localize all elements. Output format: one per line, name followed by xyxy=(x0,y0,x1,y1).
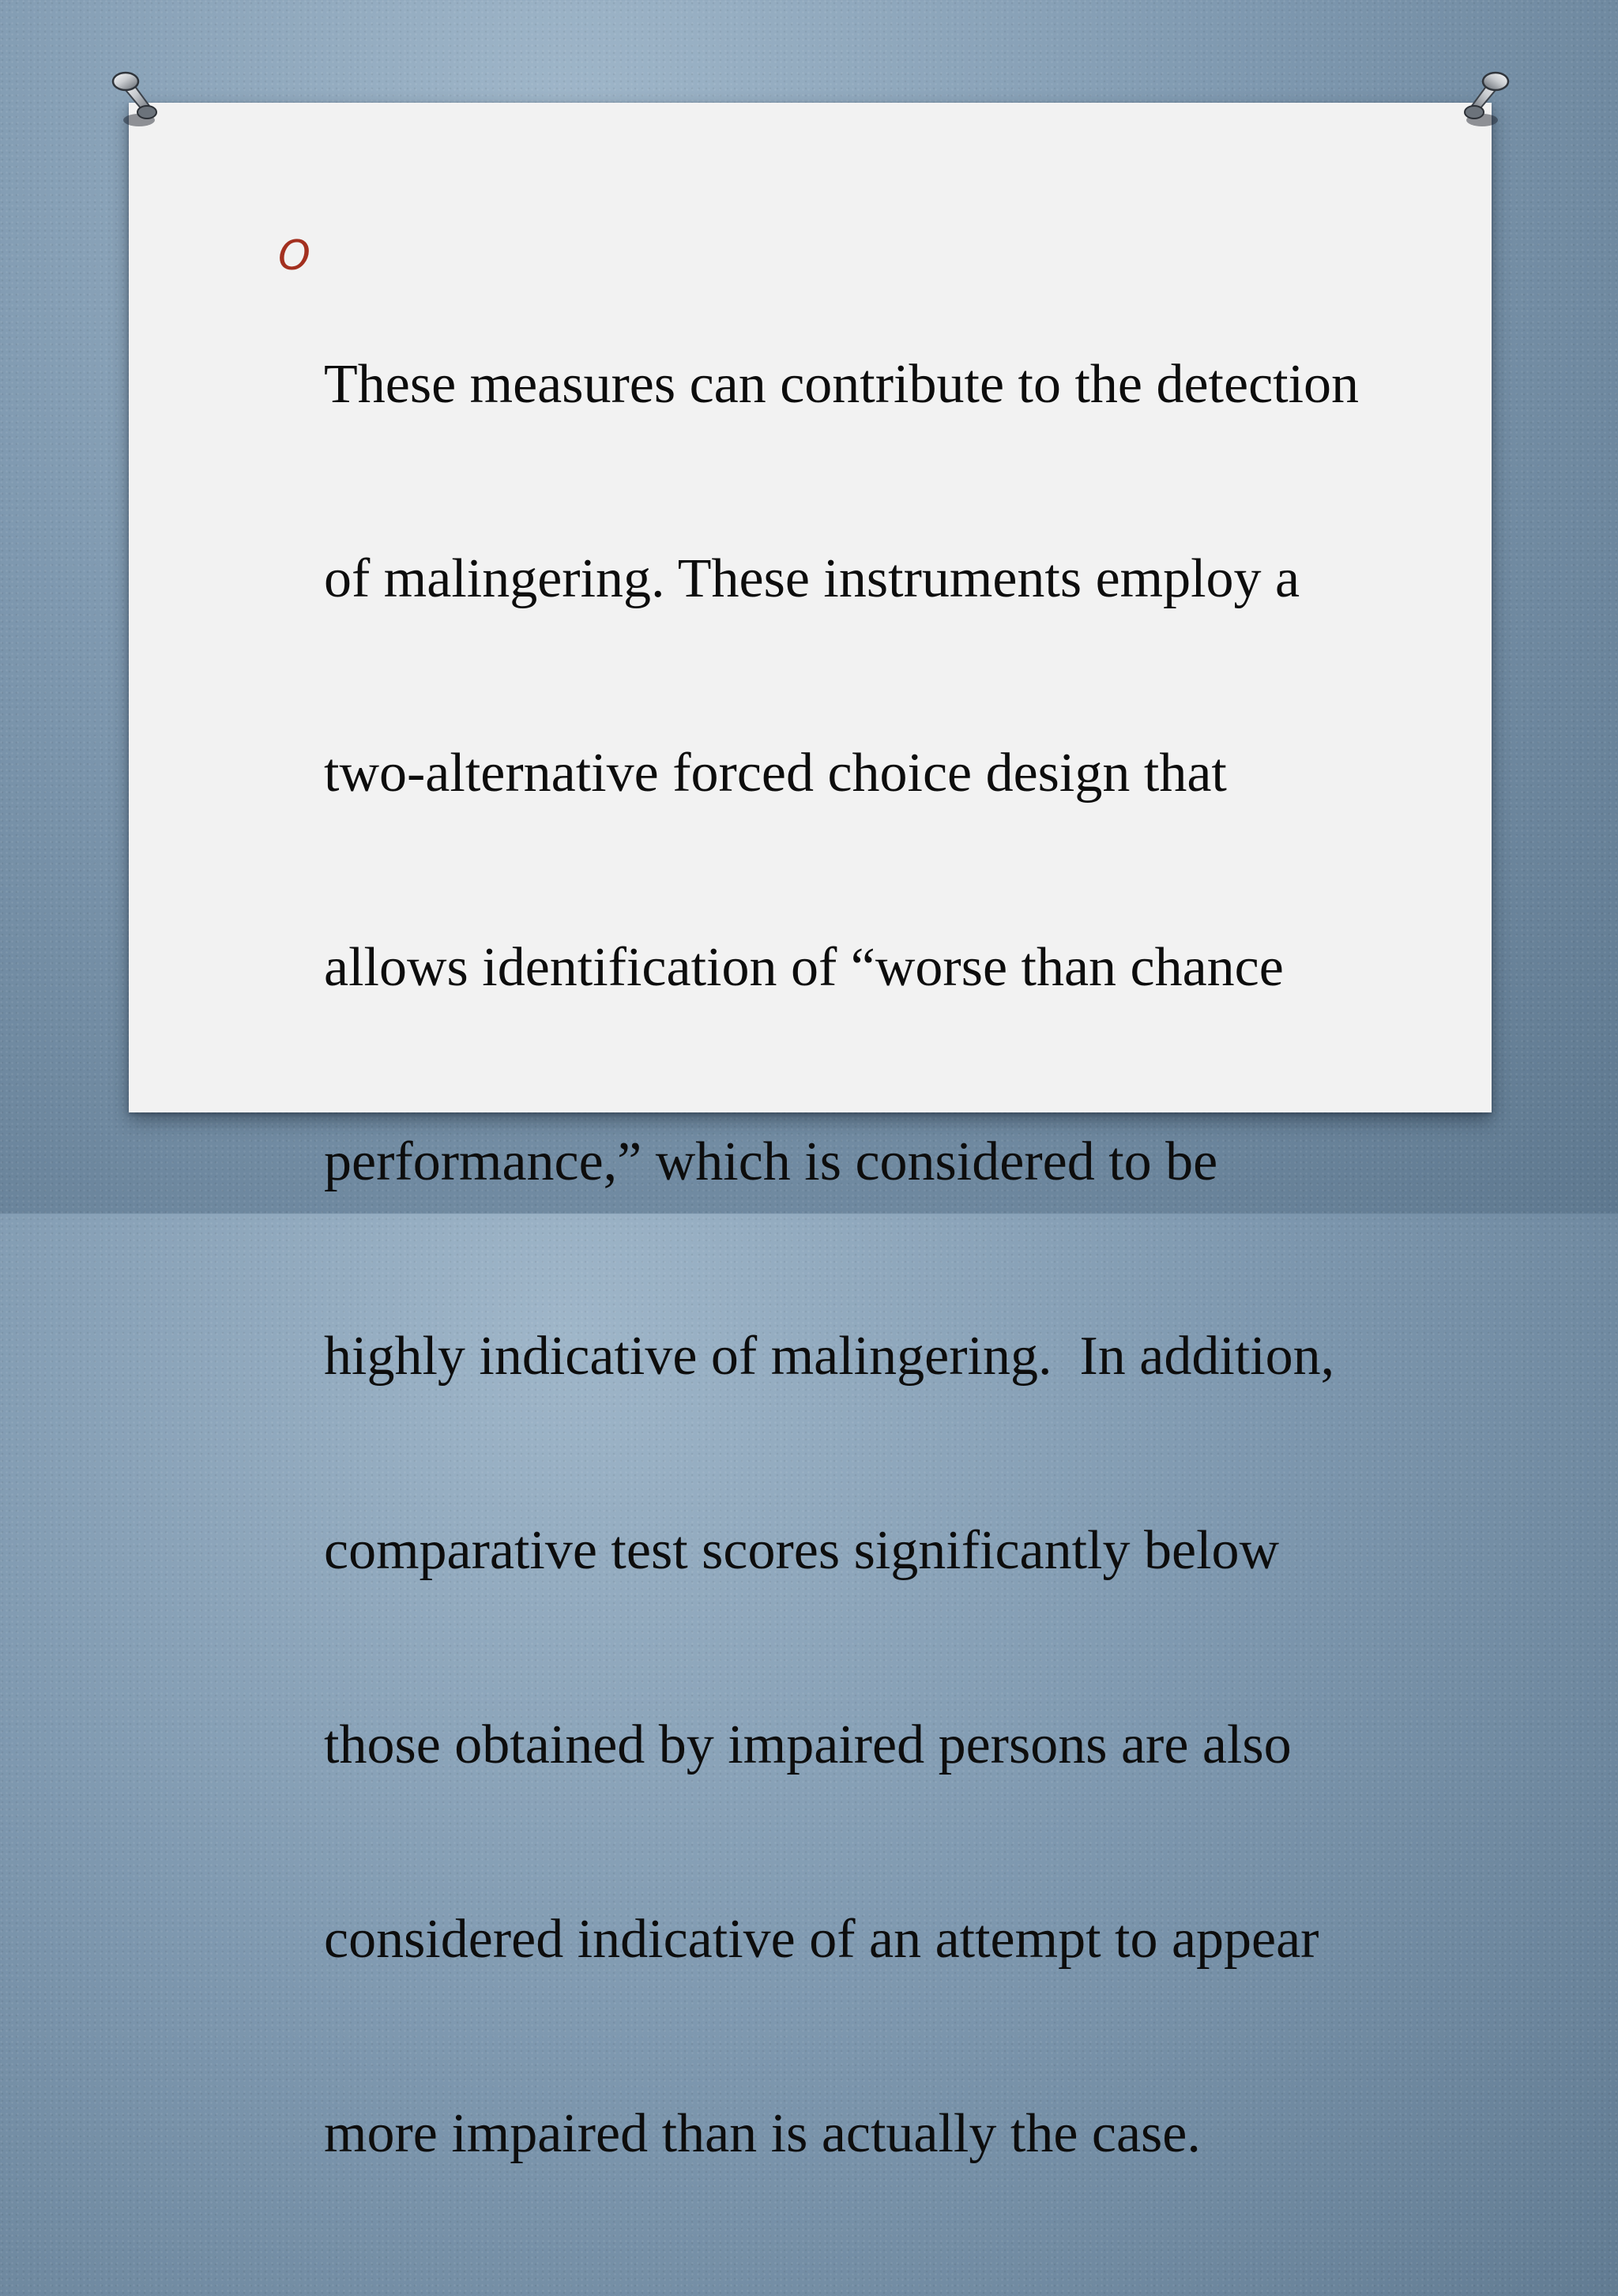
bullet-line: more impaired than is actually the case. xyxy=(324,2103,1201,2164)
bullet-line: considered indicative of an attempt to appear xyxy=(324,1909,1319,1970)
bullet-line: performance,” which is considered to be xyxy=(324,1131,1218,1192)
push-pin-icon xyxy=(111,68,161,130)
bullet-line: of malingering. These instruments employ a xyxy=(324,548,1300,609)
bullet-text xyxy=(324,223,1368,2296)
slide-content xyxy=(278,223,1368,2296)
bullet-line: two-alternative forced choice design that xyxy=(324,743,1227,804)
bullet-line: comparative test scores significantly below xyxy=(324,1520,1280,1581)
bullet-line: highly indicative of malingering. In addition, xyxy=(324,1326,1335,1387)
bullet-item xyxy=(278,223,1368,2296)
bullet-line: allows identification of “worse than chance xyxy=(324,937,1284,998)
bullet-line: These measures can contribute to the detection xyxy=(324,354,1360,415)
push-pin-icon xyxy=(1460,68,1511,130)
bullet-line: those obtained by impaired persons are also xyxy=(324,1714,1292,1775)
bullet-marker: O xyxy=(278,232,310,280)
